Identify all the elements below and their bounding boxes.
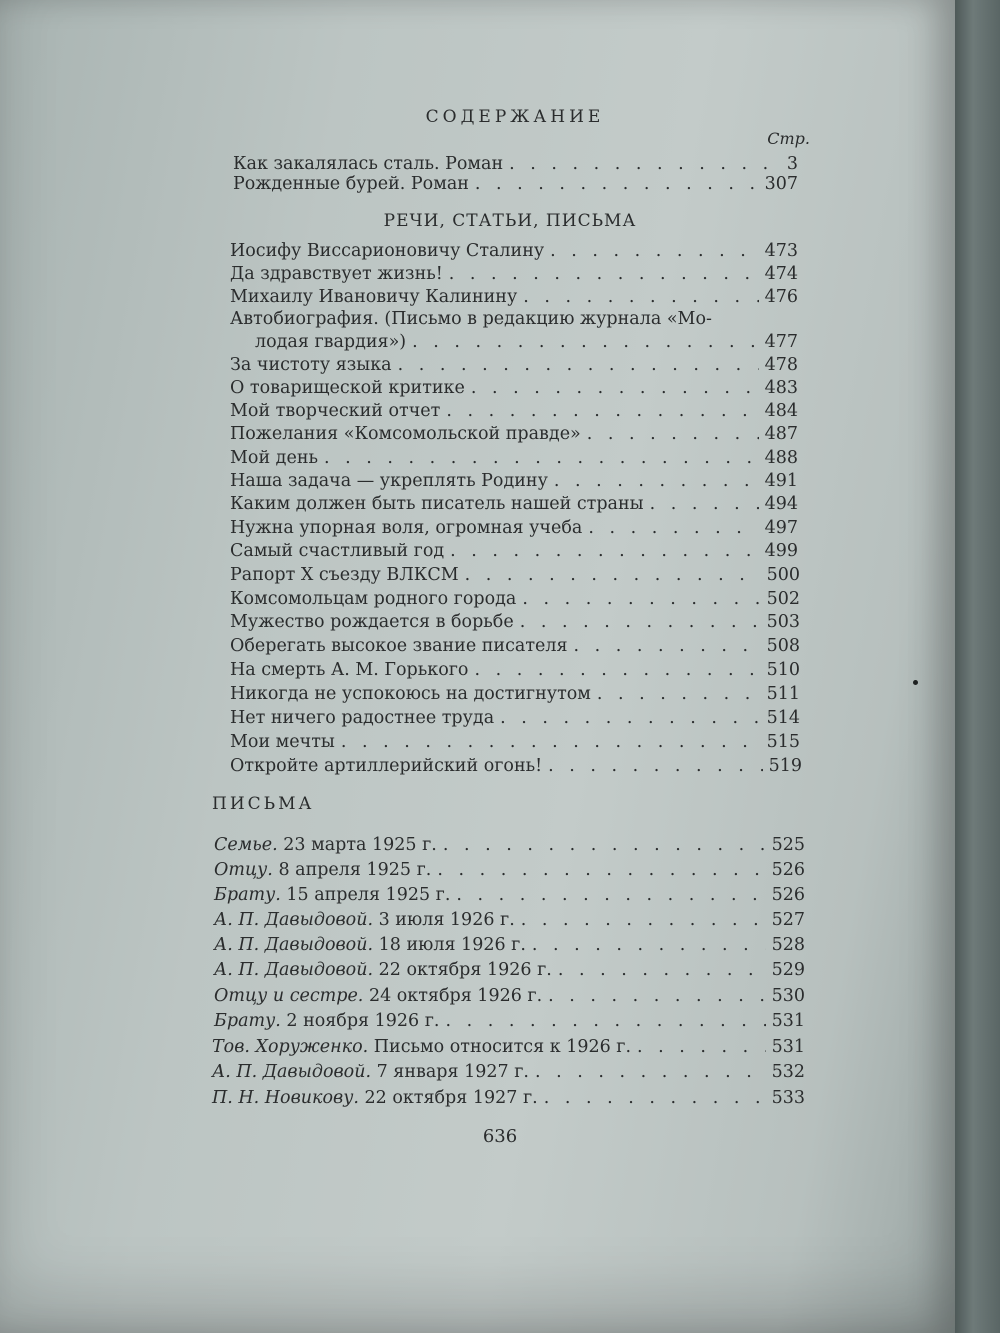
toc-entry-title [214, 858, 431, 882]
toc-leader-dots [450, 539, 758, 563]
toc-leader-dots [412, 330, 758, 354]
contents-heading: СОДЕРЖАНИЕ [425, 107, 605, 127]
toc-entry [230, 754, 802, 778]
toc-entry-page: 500 [766, 565, 800, 585]
toc-leader-dots [574, 634, 761, 658]
toc-entry [230, 658, 800, 682]
toc-entry-page: 3 [786, 154, 798, 174]
paper-speck [913, 680, 918, 685]
toc-leader-dots [449, 262, 759, 286]
toc-entry-title: Нужна упорная воля, огромная учеба [230, 518, 583, 538]
letter-addressee: П. Н. Новикову. [212, 1088, 359, 1108]
toc-leader-dots [532, 933, 766, 957]
toc-leader-dots [650, 492, 759, 516]
toc-entry-title [214, 908, 515, 932]
toc-entry-title [214, 958, 552, 982]
toc-leader-dots [341, 730, 761, 754]
toc-entry-page: 531 [771, 1037, 805, 1057]
toc-leader-dots [437, 858, 765, 882]
toc-entry-title: Мой творческий отчет [230, 401, 441, 421]
toc-entry-title [212, 1060, 529, 1084]
toc-entry-page: 487 [764, 424, 798, 444]
toc-entry [230, 399, 798, 423]
letter-date: 23 марта 1925 г. [277, 835, 437, 855]
toc-entry [214, 933, 805, 958]
toc-entry-page: 508 [766, 636, 800, 656]
toc-leader-dots [587, 422, 759, 446]
toc-leader-dots [446, 399, 758, 423]
toc-entry [212, 1086, 805, 1111]
toc-entry-page: 474 [764, 264, 798, 284]
toc-entry [214, 1009, 805, 1034]
toc-entry-page: 499 [764, 541, 798, 561]
toc-leader-dots [523, 285, 758, 309]
letter-date: 22 октября 1926 г. [373, 960, 552, 980]
toc-entry-title: Иосифу Виссарионовичу Сталину [230, 241, 545, 261]
toc-leader-dots [471, 376, 759, 400]
toc-entry-title: Никогда не успокоюсь на достигнутом [230, 684, 591, 704]
toc-entry-title: О товарищеской критике [230, 378, 465, 398]
toc-entry-page: 519 [768, 756, 802, 776]
toc-leader-dots [324, 446, 759, 470]
toc-entry-page: 529 [771, 960, 805, 980]
toc-entry-page: 494 [764, 494, 798, 514]
toc-leader-dots [500, 706, 760, 730]
toc-entry-page: 526 [771, 860, 805, 880]
speeches-heading: РЕЧИ, СТАТЬИ, ПИСЬМА [383, 211, 637, 231]
toc-leader-dots [588, 516, 758, 540]
toc-entry [230, 634, 800, 658]
toc-leader-dots [445, 1009, 765, 1033]
toc-entry-page: 533 [771, 1088, 805, 1108]
toc-entry-title: Пожелания «Комсомольской правде» [230, 424, 581, 444]
letter-addressee: Семье. [214, 835, 278, 855]
toc-entry-page: 532 [771, 1062, 805, 1082]
letter-addressee: А. П. Давыдовой. [214, 910, 374, 930]
letter-date: 15 апреля 1925 г. [280, 885, 451, 905]
letter-date: 3 июля 1926 г. [373, 910, 515, 930]
toc-leader-dots [558, 958, 766, 982]
toc-entry [214, 833, 805, 858]
toc-entry [230, 469, 798, 493]
toc-entry [230, 353, 798, 377]
toc-entry-title [214, 984, 542, 1008]
letter-addressee: Брату. [214, 1011, 281, 1031]
toc-entry-title: Да здравствует жизнь! [230, 264, 443, 284]
toc-entry [230, 376, 798, 400]
letter-date: 24 октября 1926 г. [363, 986, 543, 1006]
toc-leader-dots [474, 658, 760, 682]
toc-entry-page: 484 [764, 401, 798, 421]
letter-addressee: Тов. Хоруженко. [212, 1037, 369, 1057]
letter-addressee: А. П. Давыдовой. [212, 1062, 372, 1082]
toc-entry-page: 497 [764, 518, 798, 538]
toc-entry [230, 610, 800, 634]
toc-leader-dots [398, 353, 759, 377]
toc-entry-page: 488 [764, 448, 798, 468]
toc-entry-title: Оберегать высокое звание писателя [230, 636, 568, 656]
toc-entry [230, 730, 800, 754]
toc-entry-title: Самый счастливый год [230, 541, 445, 561]
toc-entry-page: 510 [766, 660, 800, 680]
toc-leader-dots [548, 984, 765, 1008]
toc-leader-dots [548, 754, 762, 778]
page-number: 636 [482, 1126, 518, 1147]
toc-entry [230, 239, 798, 263]
letter-date: 8 апреля 1925 г. [272, 860, 432, 880]
toc-entry-title: Рапорт X съезду ВЛКСМ [230, 565, 459, 585]
toc-entry-title: На смерть А. М. Горького [230, 660, 469, 680]
toc-entry [230, 516, 798, 540]
toc-entry [230, 539, 798, 563]
toc-leader-dots [637, 1035, 766, 1059]
toc-entry [230, 422, 798, 446]
toc-entry-title-continuation: лодая гвардия») [255, 332, 407, 352]
toc-entry [230, 563, 800, 587]
letter-date: 2 ноября 1926 г. [280, 1011, 440, 1031]
toc-entry [233, 172, 798, 196]
toc-leader-dots [465, 563, 761, 587]
toc-entry-title [212, 1035, 631, 1059]
letter-addressee: Отцу и сестре. [214, 986, 364, 1006]
toc-entry [214, 984, 805, 1009]
toc-leader-dots [456, 883, 765, 907]
toc-entry-page: 515 [766, 732, 800, 752]
toc-entry-title [212, 1086, 538, 1110]
letter-date: 7 января 1927 г. [371, 1062, 529, 1082]
toc-leader-dots [544, 1086, 766, 1110]
toc-entry [214, 883, 805, 908]
toc-entry-page: 531 [771, 1011, 805, 1031]
toc-leader-dots [521, 908, 766, 932]
toc-entry-title [214, 883, 450, 907]
toc-entry-title: Комсомольцам родного города [230, 589, 517, 609]
toc-entry [230, 285, 798, 309]
toc-entry-title: Автобиография. (Письмо в редакцию журнала «Мо- [230, 309, 712, 329]
toc-entry-title: Нет ничего радостнее труда [230, 708, 495, 728]
toc-entry [230, 446, 798, 470]
toc-entry [212, 1035, 805, 1060]
letter-date: Письмо относится к 1926 г. [368, 1037, 632, 1057]
toc-entry-page: 514 [766, 708, 800, 728]
toc-entry-page: 476 [764, 287, 798, 307]
toc-entry-page: 478 [764, 355, 798, 375]
toc-leader-dots [520, 610, 761, 634]
toc-entry-page: 526 [771, 885, 805, 905]
toc-entry-page: 511 [766, 684, 800, 704]
letters-heading: ПИСЬМА [212, 794, 315, 814]
toc-entry-title: Как закалялась сталь. Роман [233, 154, 504, 174]
toc-leader-dots [535, 1060, 766, 1084]
toc-entry-title: Мои мечты [230, 732, 335, 752]
toc-leader-dots [550, 239, 758, 263]
toc-entry-page: 530 [771, 986, 805, 1006]
letter-addressee: Отцу. [214, 860, 273, 880]
toc-entry-page: 525 [771, 835, 805, 855]
toc-entry [230, 492, 798, 516]
toc-leader-dots [522, 587, 760, 611]
toc-entry-title [214, 933, 526, 957]
toc-leader-dots [554, 469, 759, 493]
toc-entry [214, 908, 805, 933]
toc-leader-dots [475, 172, 759, 196]
page-edge [955, 0, 1000, 1333]
toc-entry-page: 503 [766, 612, 800, 632]
toc-entry [212, 1060, 805, 1085]
toc-leader-dots [443, 833, 766, 857]
toc-entry-title: Мужество рождается в борьбе [230, 612, 514, 632]
toc-entry-title [214, 833, 437, 857]
toc-entry-title: За чистоту языка [230, 355, 392, 375]
toc-entry [230, 706, 800, 730]
page-column-label: Стр. [767, 129, 810, 148]
letter-addressee: Брату. [214, 885, 281, 905]
toc-leader-dots [597, 682, 761, 706]
toc-entry-page: 491 [764, 471, 798, 491]
toc-entry [230, 682, 800, 706]
toc-entry-title: Каким должен быть писатель нашей страны [230, 494, 644, 514]
toc-entry-title: Наша задача — укреплять Родину [230, 471, 548, 491]
toc-entry [255, 330, 798, 354]
letter-date: 18 июля 1926 г. [373, 935, 526, 955]
toc-entry-title: Рожденные бурей. Роман [233, 174, 469, 194]
toc-entry-page: 307 [764, 174, 798, 194]
toc-entry [230, 262, 798, 286]
toc-entry-page: 527 [771, 910, 805, 930]
letter-addressee: А. П. Давыдовой. [214, 935, 374, 955]
toc-entry [214, 858, 805, 883]
toc-entry-page: 483 [764, 378, 798, 398]
toc-entry-title: Мой день [230, 448, 319, 468]
toc-entry-page: 502 [766, 589, 800, 609]
toc-entry-title [214, 1009, 439, 1033]
toc-entry-page: 477 [764, 332, 798, 352]
toc-entry [214, 958, 805, 983]
toc-entry [230, 587, 800, 611]
letter-addressee: А. П. Давыдовой. [214, 960, 374, 980]
toc-entry-page: 473 [764, 241, 798, 261]
toc-entry-page: 528 [771, 935, 805, 955]
letter-date: 22 октября 1927 г. [358, 1088, 538, 1108]
toc-entry-title: Откройте артиллерийский огонь! [230, 756, 543, 776]
toc-entry-title: Михаилу Ивановичу Калинину [230, 287, 518, 307]
